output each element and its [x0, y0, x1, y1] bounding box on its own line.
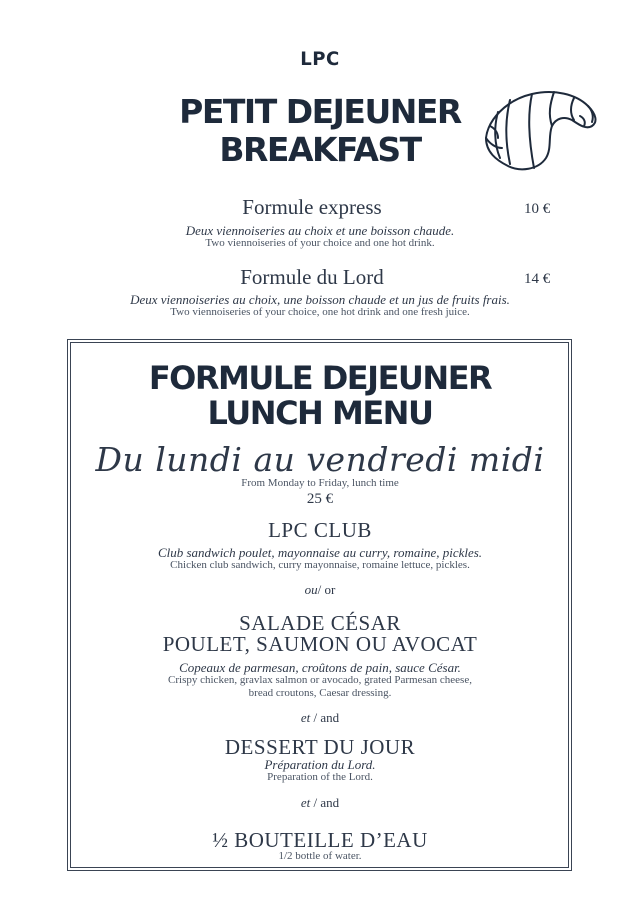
lunch-dessert-title: DESSERT DU JOUR — [224, 735, 416, 759]
breakfast-item-desc-fr: Deux viennoiseries au choix, une boisson chaude et un jus de fruits frais. — [130, 292, 510, 307]
breakfast-item-name: Formule express — [242, 195, 382, 219]
lunch-title-fr: FORMULE DEJEUNER — [148, 359, 492, 397]
breakfast-title-fr: PETIT DEJEUNER — [179, 92, 461, 131]
brand-logo: LPC — [300, 48, 340, 70]
lunch-club-desc-en: Chicken club sandwich, curry mayonnaise, romaine lettuce, pickles. — [170, 559, 470, 571]
lunch-club-desc-fr: Club sandwich poulet, mayonnaise au curry, romaine, pickles. — [157, 545, 483, 560]
lunch-schedule-en: From Monday to Friday, lunch time — [241, 477, 399, 489]
breakfast-item-desc-en: Two viennoiseries of your choice and one hot drink. — [205, 237, 435, 249]
lunch-water-title: ½ BOUTEILLE D’EAU — [212, 828, 428, 852]
croissant-icon — [480, 86, 600, 174]
breakfast-item-price: 10 € — [524, 201, 551, 217]
breakfast-title-en: BREAKFAST — [219, 130, 421, 169]
lunch-schedule-fr: Du lundi au vendredi midi — [95, 440, 545, 479]
lunch-salade-desc-fr: Copeaux de parmesan, croûtons de pain, sauce César. — [179, 660, 461, 675]
breakfast-item-price: 14 € — [524, 271, 551, 287]
separator-and: et / and — [300, 710, 340, 725]
separator-and: et / and — [300, 795, 340, 810]
lunch-salade-desc-en-2: bread croutons, Caesar dressing. — [248, 687, 392, 699]
separator-or: ou/ or — [304, 582, 336, 597]
lunch-dessert-desc-en: Preparation of the Lord. — [267, 771, 373, 783]
lunch-water-desc-en: 1/2 bottle of water. — [278, 850, 362, 862]
lunch-price: 25 € — [306, 491, 334, 507]
lunch-salade-title: SALADE CÉSAR — [239, 611, 401, 635]
breakfast-item-desc-fr: Deux viennoiseries au choix et une boisson chaude. — [185, 223, 455, 238]
breakfast-item-desc-en: Two viennoiseries of your choice, one hot drink and one fresh juice. — [170, 306, 470, 318]
lunch-salade-subtitle: POULET, SAUMON OU AVOCAT — [162, 632, 478, 656]
lunch-salade-desc-en: Crispy chicken, gravlax salmon or avocado, grated Parmesan cheese, — [168, 674, 472, 686]
lunch-title-en: LUNCH MENU — [207, 394, 433, 432]
breakfast-item-name: Formule du Lord — [240, 265, 384, 289]
lunch-dessert-desc-fr: Préparation du Lord. — [264, 757, 376, 772]
lunch-club-title: LPC CLUB — [268, 518, 372, 542]
